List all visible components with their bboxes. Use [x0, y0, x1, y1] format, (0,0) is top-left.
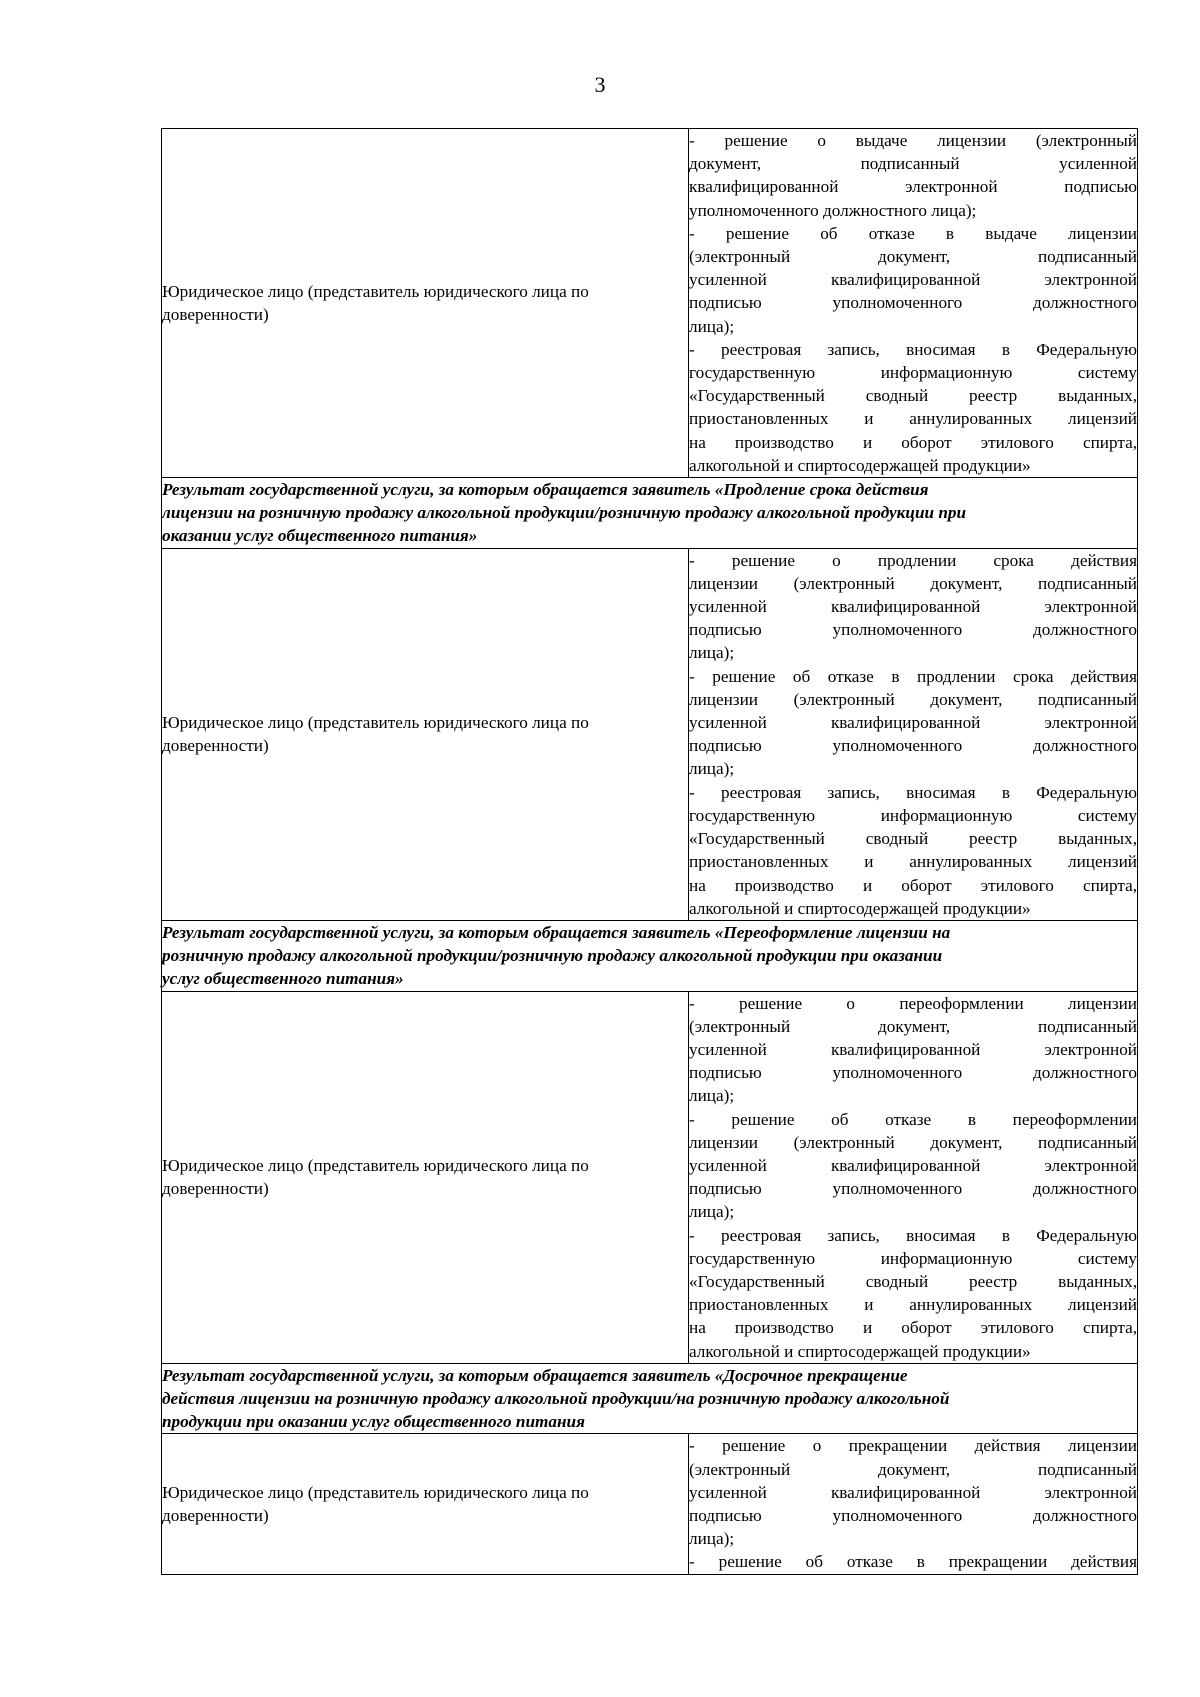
result-line: на производство и оборот этилового спирта,: [689, 1318, 1137, 1338]
result-line: алкогольной и спиртосодержащей продукции»: [689, 455, 1031, 475]
result-line: уполномоченного должностного лица);: [689, 200, 977, 220]
result-line: лицензии (электронный документ, подписанный: [689, 573, 1137, 593]
result-cell: [689, 129, 1138, 478]
result-heading-line: Результат государственной услуги, за которым обращается заявитель «Переоформление лицензии на: [162, 922, 951, 942]
result-line: подписью уполномоченного должностного: [689, 620, 1137, 640]
result-line: государственную информационную систему: [689, 1248, 1137, 1268]
result-heading-line: лицензии на розничную продажу алкогольной продукции/розничную продажу алкогольной продукции при: [162, 503, 967, 523]
result-line: лица);: [689, 1529, 735, 1549]
result-line: усиленной квалифицированной электронной: [689, 1155, 1137, 1175]
result-line: «Государственный сводный реестр выданных,: [689, 829, 1137, 849]
result-heading-line: продукции при оказании услуг общественного питания: [162, 1412, 585, 1432]
result-line: на производство и оборот этилового спирта,: [689, 432, 1137, 452]
result-heading: [162, 1363, 1138, 1434]
result-heading-line: розничную продажу алкогольной продукции/розничную продажу алкогольной продукции при оказании: [162, 946, 943, 966]
result-line: «Государственный сводный реестр выданных,: [689, 1271, 1137, 1291]
applicant-cell: [162, 991, 689, 1363]
applicant-result-row: [162, 548, 1138, 920]
result-heading-row: [162, 920, 1138, 991]
result-heading-row: [162, 478, 1138, 549]
result-line: - решение об отказе в продлении срока действия: [689, 666, 1137, 686]
result-line: - решение о продлении срока действия: [689, 550, 1137, 570]
result-heading-line: Результат государственной услуги, за которым обращается заявитель «Продление срока действия: [162, 480, 929, 500]
result-line: - решение об отказе в переоформлении: [689, 1109, 1137, 1129]
result-line: усиленной квалифицированной электронной: [689, 1039, 1137, 1059]
applicant-text: Юридическое лицо (представитель юридического лица по доверенности): [162, 1482, 589, 1525]
page-number: 3: [594, 72, 606, 97]
result-line: государственную информационную систему: [689, 363, 1137, 383]
result-line: лица);: [689, 1202, 735, 1222]
result-line: усиленной квалифицированной электронной: [689, 597, 1137, 617]
result-heading-line: услуг общественного питания»: [162, 969, 404, 989]
result-line: приостановленных и аннулированных лицензий: [689, 852, 1137, 872]
applicant-text: Юридическое лицо (представитель юридического лица по доверенности): [162, 1155, 589, 1199]
result-line: усиленной квалифицированной электронной: [689, 713, 1137, 733]
result-line: - решение о выдаче лицензии (электронный: [689, 131, 1137, 150]
result-line: - решение об отказе в выдаче лицензии: [689, 223, 1137, 243]
applicant-cell: [162, 1434, 689, 1574]
result-line: лица);: [689, 643, 735, 663]
result-line: лица);: [689, 1086, 735, 1106]
result-line: - реестровая запись, вносимая в Федеральную: [689, 1225, 1137, 1245]
result-line: усиленной квалифицированной электронной: [689, 270, 1137, 290]
result-line: (электронный документ, подписанный: [689, 1016, 1137, 1036]
results-table-body: [162, 129, 1138, 1575]
result-line: подписью уполномоченного должностного: [689, 1505, 1137, 1525]
result-line: лицензии (электронный документ, подписанный: [689, 689, 1137, 709]
result-heading: [162, 478, 1138, 549]
applicant-cell: [162, 548, 689, 920]
result-line: «Государственный сводный реестр выданных,: [689, 386, 1137, 406]
result-line: лицензии (электронный документ, подписанный: [689, 1132, 1137, 1152]
applicant-cell: [162, 129, 689, 478]
result-cell: [689, 548, 1138, 920]
result-heading-line: Результат государственной услуги, за которым обращается заявитель «Досрочное прекращение: [162, 1365, 908, 1385]
result-heading-line: действия лицензии на розничную продажу алкогольной продукции/на розничную продажу алкогольной: [162, 1388, 950, 1408]
result-line: подписью уполномоченного должностного: [689, 1179, 1137, 1199]
result-line: - решение о переоформлении лицензии: [689, 993, 1137, 1013]
result-line: подписью уполномоченного должностного: [689, 293, 1137, 313]
result-line: документ, подписанный усиленной: [689, 154, 1137, 174]
applicant-text: Юридическое лицо (представитель юридического лица по доверенности): [162, 713, 589, 756]
result-line: лица);: [689, 759, 735, 779]
result-cell: [689, 1434, 1138, 1574]
result-heading-row: [162, 1363, 1138, 1434]
applicant-text: Юридическое лицо (представитель юридического лица по доверенности): [162, 281, 589, 325]
result-line: на производство и оборот этилового спирта,: [689, 875, 1137, 895]
applicant-result-row: [162, 991, 1138, 1363]
result-line: приостановленных и аннулированных лицензий: [689, 1295, 1137, 1315]
result-line: - решение об отказе в прекращении действия: [689, 1552, 1137, 1572]
result-heading: [162, 920, 1138, 991]
result-line: подписью уполномоченного должностного: [689, 736, 1137, 756]
result-line: государственную информационную систему: [689, 805, 1137, 825]
result-line: алкогольной и спиртосодержащей продукции»: [689, 1341, 1031, 1361]
result-line: квалифицированной электронной подписью: [689, 177, 1137, 197]
result-line: усиленной квалифицированной электронной: [689, 1482, 1137, 1502]
applicant-result-row: [162, 1434, 1138, 1574]
result-heading-line: оказании услуг общественного питания»: [162, 526, 478, 546]
applicant-result-row: [162, 129, 1138, 478]
result-line: - реестровая запись, вносимая в Федеральную: [689, 782, 1137, 802]
result-line: - решение о прекращении действия лицензии: [689, 1436, 1137, 1456]
result-line: лица);: [689, 316, 735, 336]
result-line: - реестровая запись, вносимая в Федеральную: [689, 339, 1137, 359]
result-line: алкогольной и спиртосодержащей продукции»: [689, 898, 1031, 918]
result-cell: [689, 991, 1138, 1363]
result-line: (электронный документ, подписанный: [689, 247, 1137, 267]
result-line: (электронный документ, подписанный: [689, 1459, 1137, 1479]
result-line: подписью уполномоченного должностного: [689, 1063, 1137, 1083]
results-table: [161, 128, 1138, 1575]
result-line: приостановленных и аннулированных лицензий: [689, 409, 1137, 429]
